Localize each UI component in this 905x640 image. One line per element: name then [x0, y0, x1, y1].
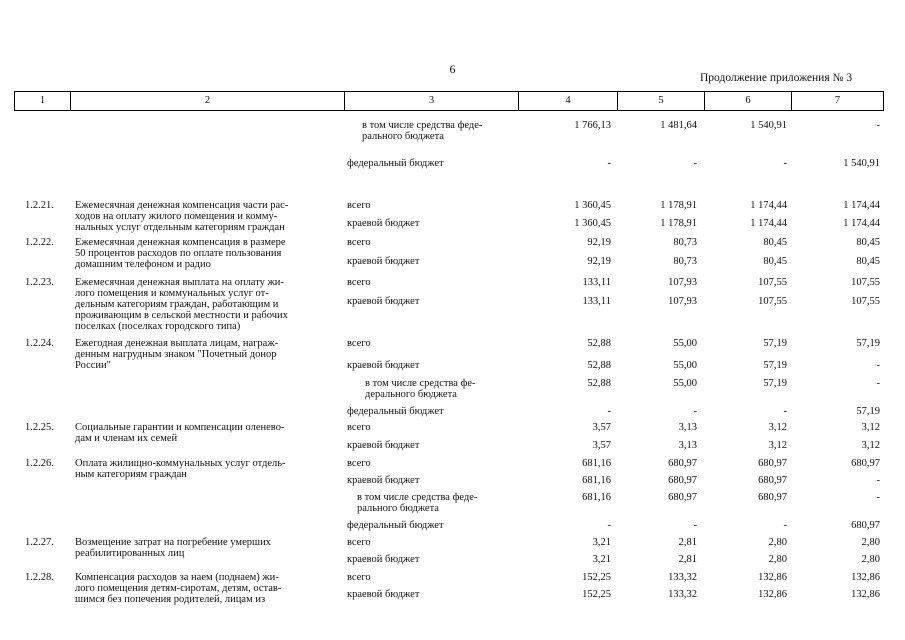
row-value-col-7: - — [876, 120, 880, 131]
row-source: в том числе средства феде- рального бюджета — [362, 120, 483, 142]
row-value-col-4: 3,57 — [592, 422, 611, 433]
row-value-col-7: 132,86 — [851, 572, 880, 583]
row-value-col-4: 1 766,13 — [574, 120, 611, 131]
row-value-col-6: 80,45 — [763, 237, 787, 248]
row-value-col-5: 80,73 — [673, 256, 697, 267]
row-value-col-5: 107,93 — [668, 296, 697, 307]
row-value-col-4: - — [607, 406, 611, 417]
row-value-col-6: 680,97 — [758, 492, 787, 503]
row-value-col-4: 3,57 — [592, 440, 611, 451]
row-value-col-6: 1 540,91 — [750, 120, 787, 131]
row-value-col-4: 152,25 — [582, 589, 611, 600]
row-source: всего — [347, 572, 371, 583]
row-source: всего — [347, 200, 371, 211]
row-value-col-6: 57,19 — [763, 378, 787, 389]
header-col-4: 4 — [519, 92, 618, 110]
header-col-5: 5 — [618, 92, 705, 110]
row-number: 1.2.22. — [25, 237, 54, 248]
row-value-col-7: 57,19 — [856, 406, 880, 417]
row-value-col-4: 3,21 — [592, 554, 611, 565]
row-value-col-7: - — [876, 360, 880, 371]
row-value-col-5: 680,97 — [668, 475, 697, 486]
row-value-col-6: 3,12 — [768, 440, 787, 451]
row-value-col-5: 133,32 — [668, 572, 697, 583]
row-value-col-6: 57,19 — [763, 360, 787, 371]
row-source: краевой бюджет — [347, 360, 420, 371]
row-value-col-6: 107,55 — [758, 277, 787, 288]
row-value-col-7: 680,97 — [851, 520, 880, 531]
row-value-col-4: 681,16 — [582, 458, 611, 469]
header-col-6: 6 — [705, 92, 792, 110]
row-number: 1.2.27. — [25, 537, 54, 548]
row-value-col-5: 3,13 — [678, 422, 697, 433]
row-value-col-6: 2,80 — [768, 537, 787, 548]
row-value-col-5: - — [693, 158, 697, 169]
row-value-col-4: 92,19 — [587, 237, 611, 248]
row-source: краевой бюджет — [347, 589, 420, 600]
row-value-col-7: - — [876, 378, 880, 389]
row-source: федеральный бюджет — [347, 158, 444, 169]
row-value-col-6: - — [783, 520, 787, 531]
row-description: Ежемесячная денежная компенсация в размере 50 процентов расходов по оплате пользования домашним телефоном и радио — [75, 237, 286, 270]
row-value-col-4: 133,11 — [582, 277, 611, 288]
row-number: 1.2.25. — [25, 422, 54, 433]
row-description: Компенсация расходов за наем (поднаем) жи- лого помещения детям-сиротам, детям, остав- шимся без попечения родителей, лицам из — [75, 572, 282, 605]
row-value-col-5: 55,00 — [673, 360, 697, 371]
row-source: всего — [347, 537, 371, 548]
row-value-col-5: 2,81 — [678, 554, 697, 565]
row-value-col-6: 680,97 — [758, 458, 787, 469]
row-value-col-5: 680,97 — [668, 492, 697, 503]
row-value-col-7: 80,45 — [856, 256, 880, 267]
row-value-col-4: 3,21 — [592, 537, 611, 548]
row-value-col-7: 57,19 — [856, 338, 880, 349]
row-source: краевой бюджет — [347, 440, 420, 451]
row-value-col-6: 80,45 — [763, 256, 787, 267]
row-source: всего — [347, 458, 371, 469]
row-source: федеральный бюджет — [347, 406, 444, 417]
row-source: краевой бюджет — [347, 218, 420, 229]
row-value-col-6: 2,80 — [768, 554, 787, 565]
row-source: краевой бюджет — [347, 296, 420, 307]
row-value-col-7: 3,12 — [861, 440, 880, 451]
row-source: всего — [347, 338, 371, 349]
row-value-col-7: 1 540,91 — [843, 158, 880, 169]
row-value-col-4: 52,88 — [587, 378, 611, 389]
row-value-col-5: 2,81 — [678, 537, 697, 548]
row-value-col-5: 55,00 — [673, 378, 697, 389]
row-value-col-4: - — [607, 158, 611, 169]
row-value-col-4: 52,88 — [587, 360, 611, 371]
row-description: Оплата жилищно-коммунальных услуг отдель- ным категориям граждан — [75, 458, 286, 480]
row-source: всего — [347, 237, 371, 248]
row-value-col-7: 2,80 — [861, 554, 880, 565]
row-source: краевой бюджет — [347, 554, 420, 565]
row-value-col-6: 132,86 — [758, 589, 787, 600]
row-value-col-7: - — [876, 492, 880, 503]
row-value-col-5: 107,93 — [668, 277, 697, 288]
row-source: краевой бюджет — [347, 475, 420, 486]
row-source: федеральный бюджет — [347, 520, 444, 531]
row-value-col-4: 52,88 — [587, 338, 611, 349]
row-value-col-4: 152,25 — [582, 572, 611, 583]
row-value-col-5: 1 178,91 — [660, 200, 697, 211]
row-value-col-7: 107,55 — [851, 277, 880, 288]
row-number: 1.2.26. — [25, 458, 54, 469]
row-value-col-7: 2,80 — [861, 537, 880, 548]
row-number: 1.2.24. — [25, 338, 54, 349]
row-value-col-6: - — [783, 406, 787, 417]
row-value-col-5: - — [693, 406, 697, 417]
page-number: 6 — [449, 62, 456, 76]
row-value-col-6: 1 174,44 — [750, 200, 787, 211]
row-description: Социальные гарантии и компенсации оленево- дам и членам их семей — [75, 422, 285, 444]
row-description: Ежегодная денежная выплата лицам, награж- денным нагрудным знаком "Почетный донор России" — [75, 338, 279, 371]
row-value-col-5: 3,13 — [678, 440, 697, 451]
row-value-col-7: - — [876, 475, 880, 486]
row-value-col-7: 1 174,44 — [843, 218, 880, 229]
row-number: 1.2.23. — [25, 277, 54, 288]
row-value-col-5: 1 481,64 — [660, 120, 697, 131]
row-source: всего — [347, 422, 371, 433]
row-source: в том числе средства фе- дерального бюджета — [365, 378, 476, 400]
header-col-3: 3 — [345, 92, 519, 110]
row-value-col-5: 55,00 — [673, 338, 697, 349]
row-source: всего — [347, 277, 371, 288]
row-value-col-6: 132,86 — [758, 572, 787, 583]
row-value-col-4: 1 360,45 — [574, 200, 611, 211]
row-description: Ежемесячная денежная компенсация части рас- ходов на оплату жилого помещения и комму- нальных услуг отдельным категориям граждан — [75, 200, 289, 233]
row-value-col-6: 680,97 — [758, 475, 787, 486]
row-value-col-7: 680,97 — [851, 458, 880, 469]
continuation-label: Продолжение приложения № 3 — [700, 72, 853, 84]
row-value-col-7: 1 174,44 — [843, 200, 880, 211]
row-value-col-5: 80,73 — [673, 237, 697, 248]
row-value-col-7: 80,45 — [856, 237, 880, 248]
row-value-col-4: 681,16 — [582, 492, 611, 503]
row-value-col-4: - — [607, 520, 611, 531]
row-value-col-6: 1 174,44 — [750, 218, 787, 229]
row-source: в том числе средства феде- рального бюджета — [357, 492, 478, 514]
row-value-col-5: 1 178,91 — [660, 218, 697, 229]
row-value-col-6: - — [783, 158, 787, 169]
row-number: 1.2.28. — [25, 572, 54, 583]
header-col-2: 2 — [71, 92, 345, 110]
row-value-col-6: 107,55 — [758, 296, 787, 307]
header-col-1: 1 — [15, 92, 71, 110]
row-value-col-4: 92,19 — [587, 256, 611, 267]
row-value-col-6: 3,12 — [768, 422, 787, 433]
row-value-col-7: 132,86 — [851, 589, 880, 600]
row-value-col-5: - — [693, 520, 697, 531]
row-number: 1.2.21. — [25, 200, 54, 211]
row-description: Ежемесячная денежная выплата на оплату жи- лого помещения и коммунальных услуг от- дельным категориям граждан, работающим и проживающим в сельской местности и рабочих поселках (поселках городского типа) — [75, 277, 288, 332]
row-value-col-5: 133,32 — [668, 589, 697, 600]
row-value-col-4: 1 360,45 — [574, 218, 611, 229]
row-value-col-4: 133,11 — [582, 296, 611, 307]
table-header — [14, 91, 884, 111]
row-value-col-4: 681,16 — [582, 475, 611, 486]
row-value-col-7: 107,55 — [851, 296, 880, 307]
row-description: Возмещение затрат на погребение умерших реабилитированных лиц — [75, 537, 271, 559]
row-value-col-6: 57,19 — [763, 338, 787, 349]
row-value-col-7: 3,12 — [861, 422, 880, 433]
row-value-col-5: 680,97 — [668, 458, 697, 469]
header-col-7: 7 — [834, 95, 841, 106]
row-source: краевой бюджет — [347, 256, 420, 267]
